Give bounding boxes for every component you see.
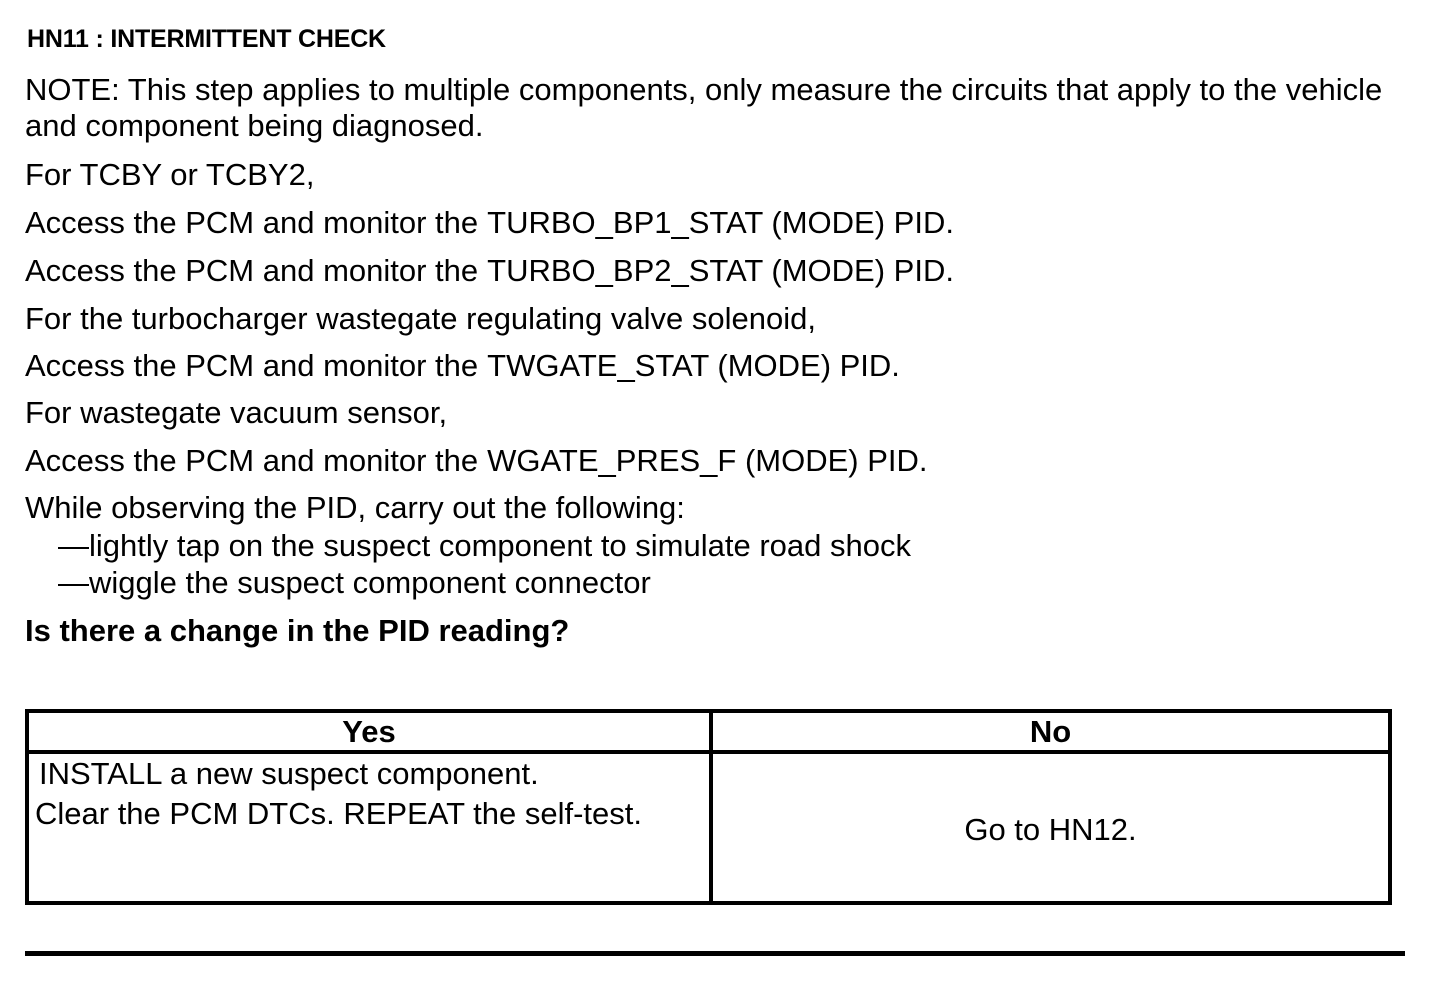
pid-twgate: TWGATE_STAT (MODE) PID. [487, 348, 900, 383]
no-action-cell [711, 752, 1390, 903]
yes-action-install: INSTALL a new suspect component. [39, 756, 539, 791]
monitor-prefix: Access the PCM and monitor the [25, 253, 479, 288]
monitor-line-wgate [25, 443, 928, 479]
sensor-intro: For wastegate vacuum sensor, [25, 395, 448, 430]
bullet-wiggle: —wiggle the suspect component connector [58, 565, 651, 600]
monitor-line-bp1 [25, 205, 954, 241]
monitor-line-bp2 [25, 253, 954, 289]
yes-action-cell [27, 752, 711, 903]
no-header: No [711, 711, 1390, 752]
step-title: HN11 : INTERMITTENT CHECK [27, 25, 386, 53]
bottom-divider [25, 951, 1405, 956]
yes-action-clear: Clear the PCM DTCs. REPEAT the self-test. [35, 796, 642, 831]
observe-intro: While observing the PID, carry out the following: [25, 490, 685, 525]
bullet-tap: —lightly tap on the suspect component to simulate road shock [58, 528, 911, 563]
decision-question: Is there a change in the PID reading? [25, 613, 570, 648]
yes-header: Yes [27, 711, 711, 752]
pid-turbo-bp1: TURBO_BP1_STAT (MODE) PID. [487, 205, 954, 240]
monitor-line-twgate [25, 348, 900, 384]
monitor-prefix: Access the PCM and monitor the [25, 443, 479, 478]
monitor-prefix: Access the PCM and monitor the [25, 205, 479, 240]
no-action-goto: Go to HN12. [964, 811, 1137, 847]
note-text: NOTE: This step applies to multiple components, only measure the circuits that apply to the vehicle and component being diagnosed. [25, 72, 1383, 143]
solenoid-intro: For the turbocharger wastegate regulating valve solenoid, [25, 301, 816, 336]
table-header-row [27, 711, 1390, 752]
table-row [27, 752, 1390, 903]
monitor-prefix: Access the PCM and monitor the [25, 348, 479, 383]
tcby-intro: For TCBY or TCBY2, [25, 157, 315, 192]
pid-turbo-bp2: TURBO_BP2_STAT (MODE) PID. [487, 253, 954, 288]
pid-wgate-pres: WGATE_PRES_F (MODE) PID. [487, 443, 928, 478]
decision-table [25, 709, 1392, 905]
